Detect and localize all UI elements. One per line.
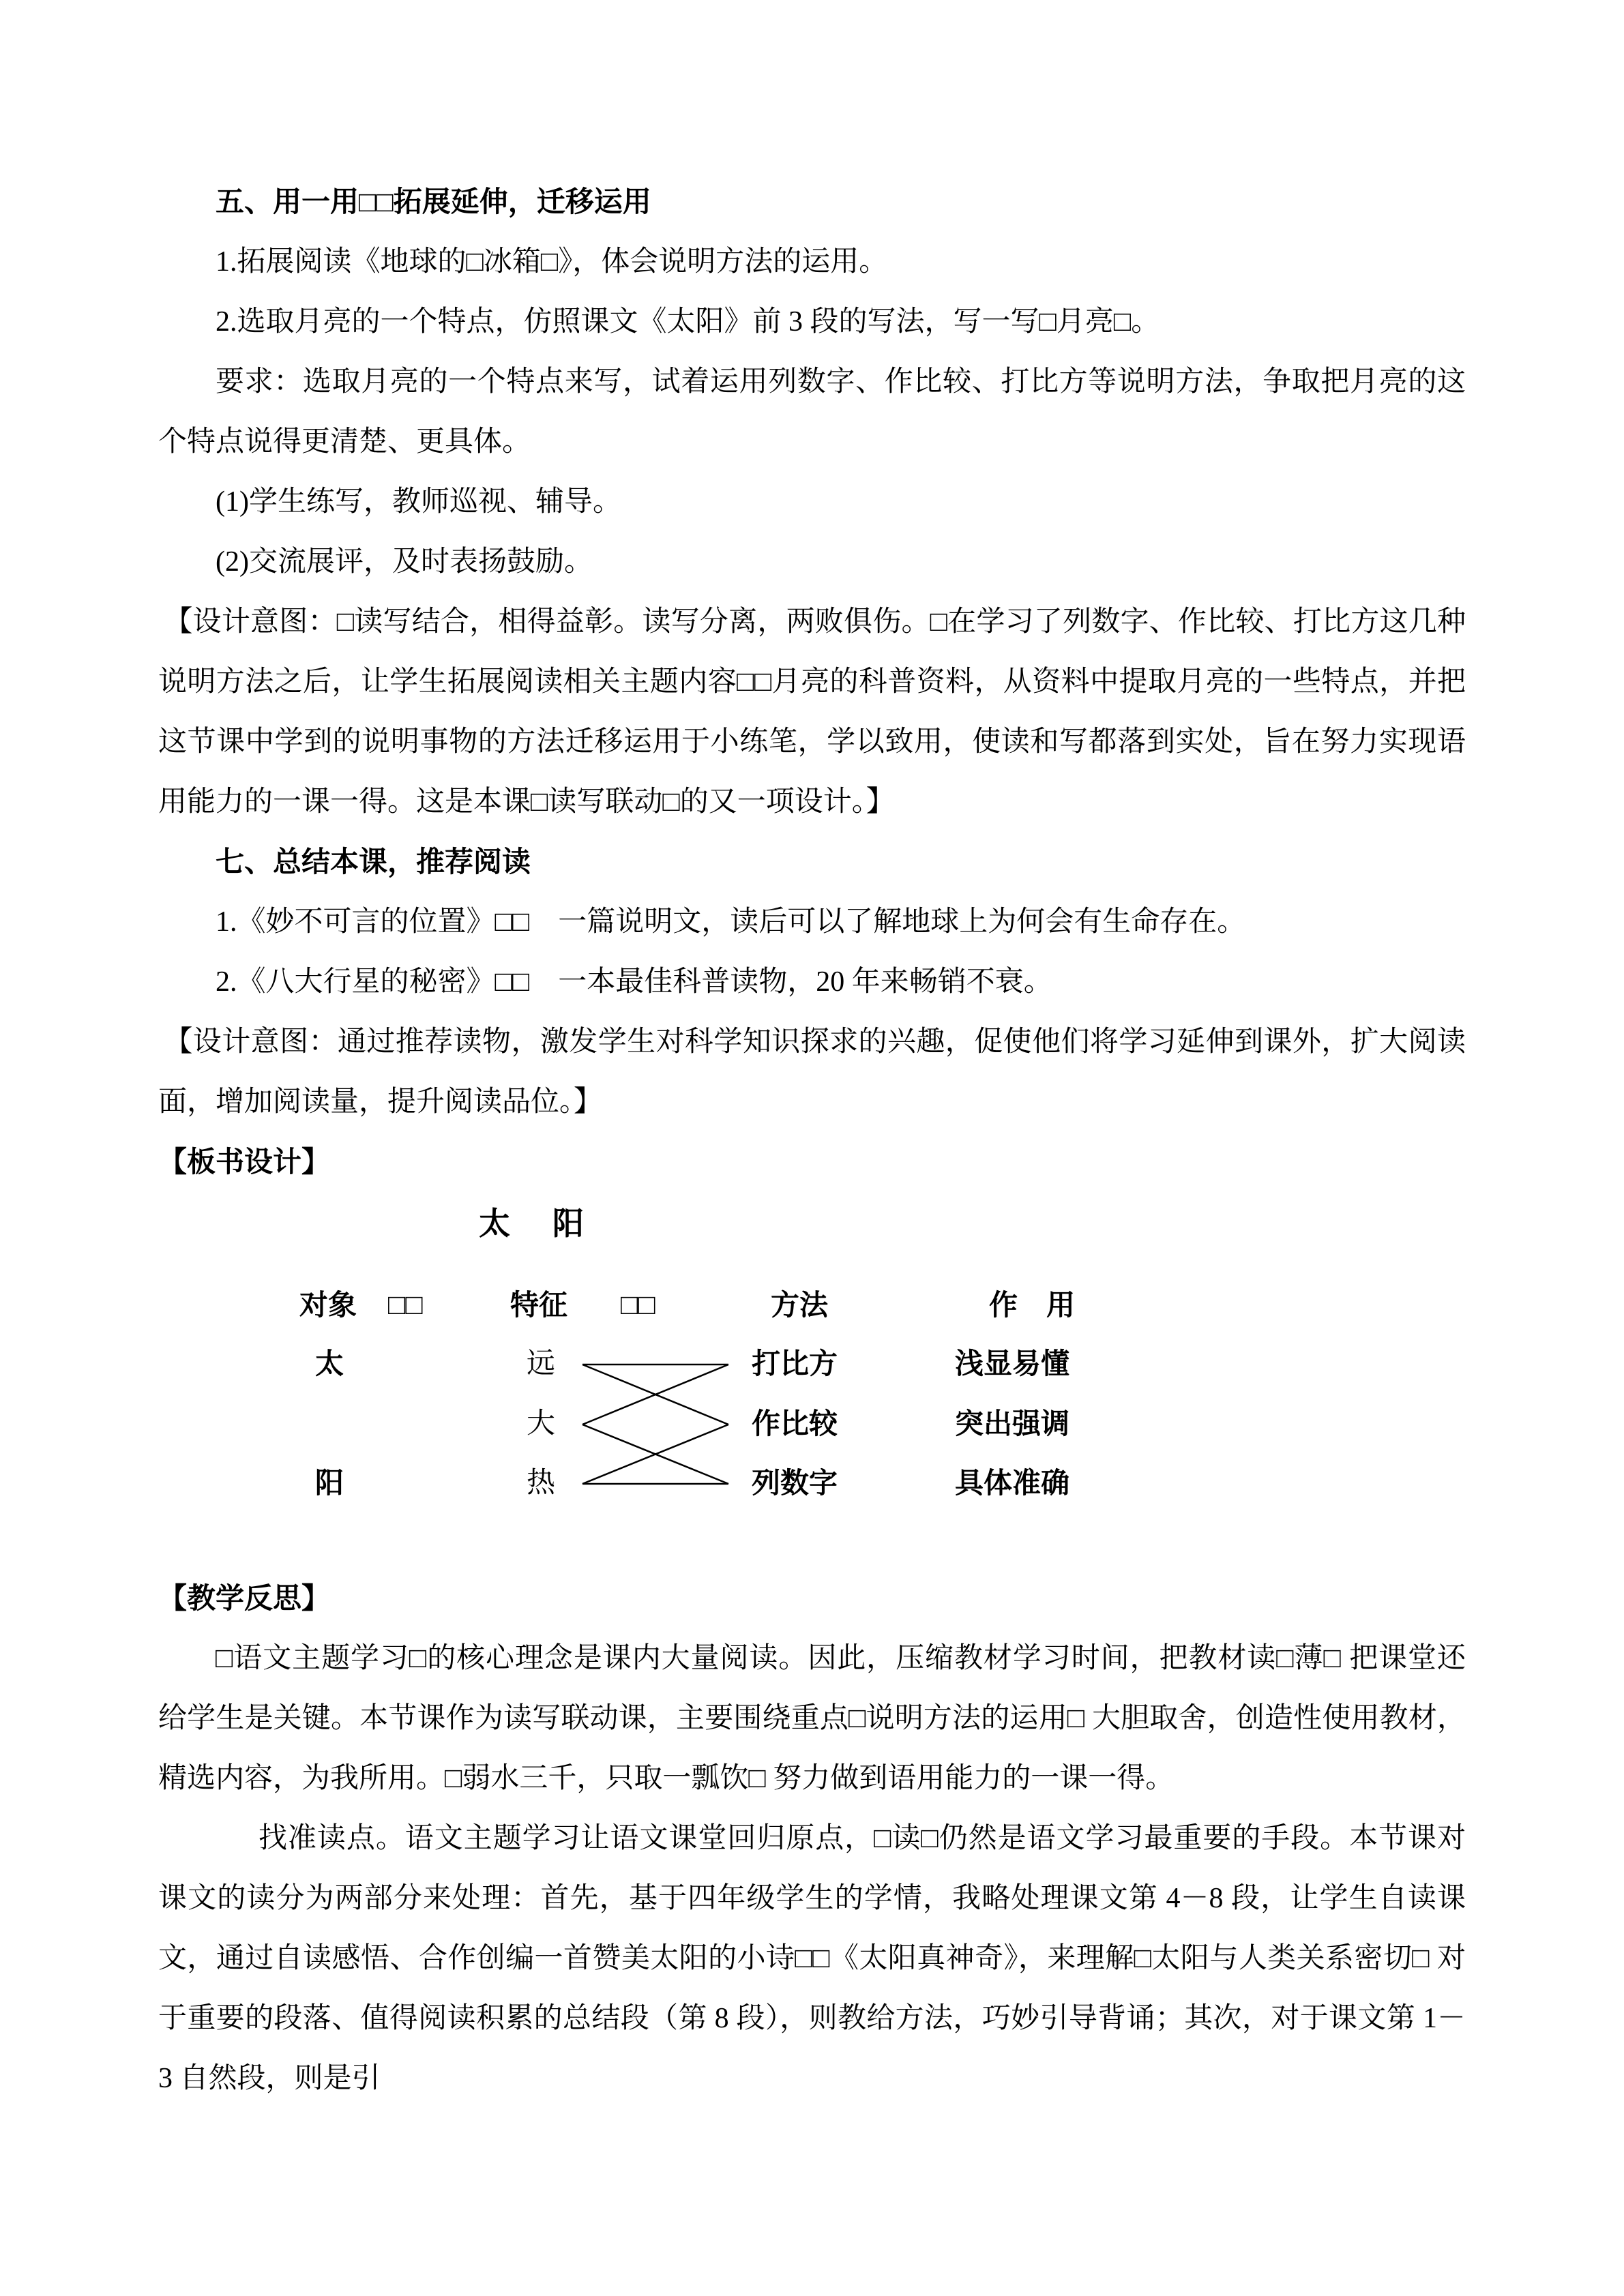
board-design-diagram <box>158 1199 1466 1526</box>
section-five-design-intent: 【设计意图：□读写结合，相得益彰。读写分离，两败俱伤。□在学习了列数字、作比较、打比方这几种说明方法之后，让学生拓展阅读相关主题内容□□月亮的科普资料，从资料中提取月亮的一些特点，并把这节课中学到的说明事物的方法迁移运用于小练笔，学以致用，使读和写都落到实处，旨在努力实现语用能力的一课一得。这是本课□读写联动□的又一项设计。】 <box>158 606 1466 818</box>
board-row1-feature: 远 <box>527 1348 556 1380</box>
section-five-item-1: 1.拓展阅读《地球的□冰箱□》，体会说明方法的运用。 <box>216 246 888 278</box>
section-five-step-1: (1)学生练写，教师巡视、辅导。 <box>216 486 621 518</box>
board-row2-method: 作比较 <box>752 1407 838 1440</box>
board-design-heading: 【板书设计】 <box>158 1146 331 1178</box>
board-row3-object: 阳 <box>315 1467 344 1499</box>
board-col-object: 对象 <box>299 1289 357 1321</box>
board-row3-feature: 热 <box>527 1467 556 1499</box>
section-seven-heading: 七、总结本课，推荐阅读 <box>216 846 531 878</box>
section-seven-design-intent: 【设计意图：通过推荐读物，激发学生对科学知识探求的兴趣，促使他们将学习延伸到课外，扩大阅读面，增加阅读量，提升阅读品位。】 <box>158 1026 1466 1118</box>
section-seven-item-1: 1.《妙不可言的位置》□□ 一篇说明文，读后可以了解地球上为何会有生命存在。 <box>216 906 1246 938</box>
section-five-item-2: 2.选取月亮的一个特点，仿照课文《太阳》前 3 段的写法，写一写□月亮□。 <box>216 306 1160 338</box>
board-row1-method: 打比方 <box>752 1347 838 1380</box>
board-connection-lines <box>581 1339 730 1530</box>
board-title: 太 阳 <box>479 1206 589 1241</box>
board-col-gap1: □□ <box>388 1289 423 1321</box>
reflection-paragraph-1: □语文主题学习□的核心理念是课内大量阅读。因此，压缩教材学习时间，把教材读□薄□ 把课堂还给学生是关键。本节课作为读写联动课，主要围绕重点□说明方法的运用□ 大胆取舍，创造性使用教材，精选内容，为我所用。□弱水三千，只取一瓢饮□ 努力做到语用能力的一课一得。 <box>158 1643 1466 1794</box>
board-col-effect: 作 用 <box>989 1289 1076 1321</box>
section-five-heading: 五、用一用□□拓展延伸，迁移运用 <box>216 185 651 218</box>
board-row1-object: 太 <box>315 1347 344 1380</box>
board-row1-effect: 浅显易懂 <box>955 1347 1070 1380</box>
board-col-method: 方法 <box>771 1289 829 1321</box>
reflection-paragraph-2: 找准读点。语文主题学习让语文课堂回归原点，□读□仍然是语文学习最重要的手段。本节课对课文的读分为两部分来处理：首先，基于四年级学生的学情，我略处理课文第 4－8 段，让学生自读课文，通过自读感悟、合作创编一首赞美太阳的小诗□□《太阳真神奇》，来理解□太阳与人类关系密切□ 对于重要的段落、值得阅读积累的总结段（第 8 段），则教给方法，巧妙引导背诵；其次，对于课文第 1－3 自然段，则是引 <box>158 1823 1466 2094</box>
section-five-requirement: 要求：选取月亮的一个特点来写，试着运用列数字、作比较、打比方等说明方法，争取把月亮的这个特点说得更清楚、更具体。 <box>158 366 1466 458</box>
board-col-feature: 特征 <box>510 1289 568 1321</box>
section-seven-item-2: 2.《八大行星的秘密》□□ 一本最佳科普读物，20 年来畅销不衰。 <box>216 966 1052 998</box>
board-col-gap2: □□ <box>621 1289 655 1321</box>
board-row3-method: 列数字 <box>752 1467 838 1499</box>
reflection-heading: 【教学反思】 <box>158 1582 331 1614</box>
board-row2-feature: 大 <box>527 1408 556 1440</box>
section-five-step-2: (2)交流展评，及时表扬鼓励。 <box>216 546 593 578</box>
board-row3-effect: 具体准确 <box>955 1467 1070 1499</box>
board-row2-effect: 突出强调 <box>955 1407 1070 1440</box>
